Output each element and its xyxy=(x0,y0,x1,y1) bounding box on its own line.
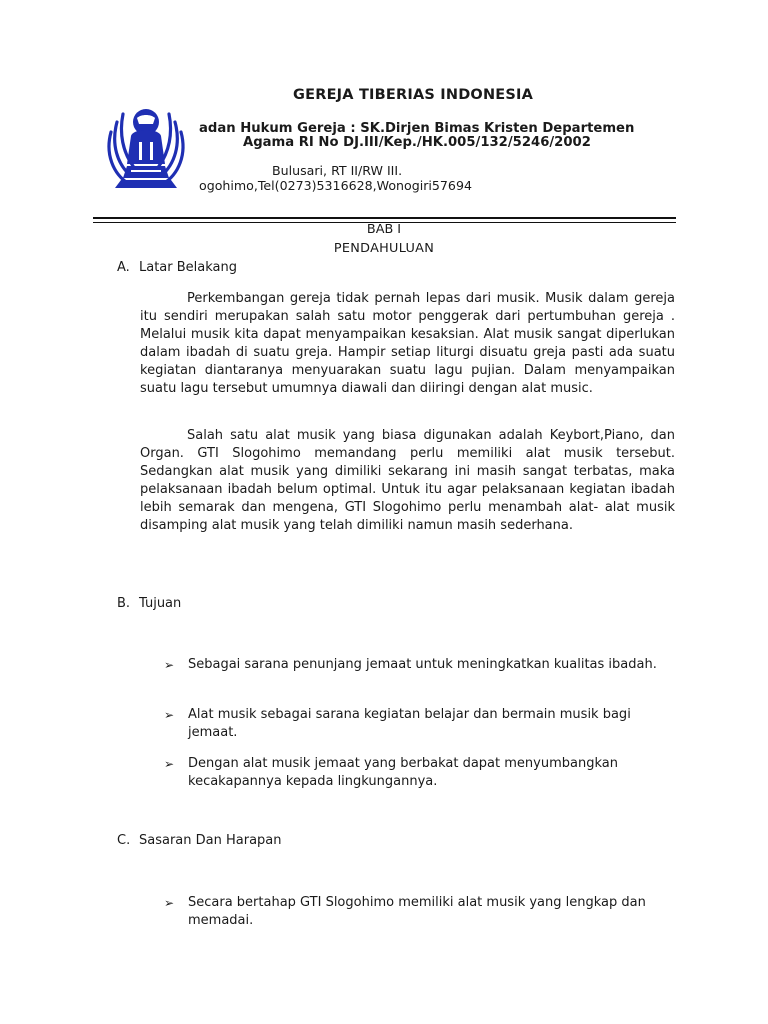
paragraph-latar-belakang-1: Perkembangan gereja tidak pernah lepas dari musik. Musik dalam gereja itu sendiri merupakan salah satu motor penggerak dari pertumbuhan gereja . Melalui musik kita dapat menyampaikan kesaksian. Alat musik sangat diperlukan dalam ibadah di suatu greja. Hampir setiap liturgi disuatu greja pasti ada suatu kegiatan diantaranya menyuarakan suatu lagu pujian. Dalam menyampaikan suatu lagu tersebut umumnya diawali dan diiringi dengan alat music. xyxy=(140,291,675,397)
section-c-heading xyxy=(117,833,282,848)
letterhead-divider-thick xyxy=(93,217,676,219)
section-title: Sasaran Dan Harapan xyxy=(139,833,282,848)
chapter-title: PENDAHULUAN xyxy=(333,241,435,256)
legal-basis-line-2: Agama RI No DJ.III/Kep./HK.005/132/5246/2002 xyxy=(243,135,591,150)
section-title: Latar Belakang xyxy=(139,260,238,275)
legal-basis-line-1: adan Hukum Gereja : SK.Dirjen Bimas Kristen Departemen xyxy=(199,121,635,136)
arrow-bullet-icon: ➢ xyxy=(164,896,175,910)
paragraph-latar-belakang-2: Salah satu alat musik yang biasa digunakan adalah Keybort,Piano, dan Organ. GTI Slogohimo memandang perlu memiliki alat musik tersebut. Sedangkan alat musik yang dimiliki sekarang ini masih sangat terbatas, maka pelaksanaan ibadah belum optimal. Untuk itu agar pelaksanaan kegiatan ibadah lebih semarak dan mengena, GTI Slogohimo perlu menambah alat- alat musik disamping alat musik yang telah dimiliki namun masih sederhana. xyxy=(140,428,675,534)
list-item-text: Secara bertahap GTI Slogohimo memiliki alat musik yang lengkap dan memadai. xyxy=(188,895,646,929)
arrow-bullet-icon: ➢ xyxy=(164,658,175,672)
section-number: C. xyxy=(117,833,131,848)
list-item xyxy=(164,894,674,930)
list-item xyxy=(164,706,674,742)
arrow-bullet-icon: ➢ xyxy=(164,708,175,722)
section-number: A. xyxy=(117,260,130,275)
list-item xyxy=(164,656,674,674)
chapter-label: BAB I xyxy=(366,222,402,237)
list-item xyxy=(164,755,674,791)
list-item-text: Alat musik sebagai sarana kegiatan belajar dan bermain musik bagi jemaat. xyxy=(188,707,631,741)
address-line-1: Bulusari, RT II/RW III. xyxy=(272,163,403,178)
list-item-text: Sebagai sarana penunjang jemaat untuk meningkatkan kualitas ibadah. xyxy=(188,657,657,672)
church-logo xyxy=(103,92,189,192)
list-item-text: Dengan alat musik jemaat yang berbakat dapat menyumbangkan kecakapannya kepada lingkungannya. xyxy=(188,756,618,790)
arrow-bullet-icon: ➢ xyxy=(164,757,175,771)
section-b-heading xyxy=(117,596,181,611)
section-a-heading xyxy=(117,260,237,275)
address-line-2: ogohimo,Tel(0273)5316628,Wonogiri57694 xyxy=(199,178,472,193)
section-title: Tujuan xyxy=(139,596,182,611)
organization-title: GEREJA TIBERIAS INDONESIA xyxy=(293,87,534,103)
section-number: B. xyxy=(117,596,131,611)
